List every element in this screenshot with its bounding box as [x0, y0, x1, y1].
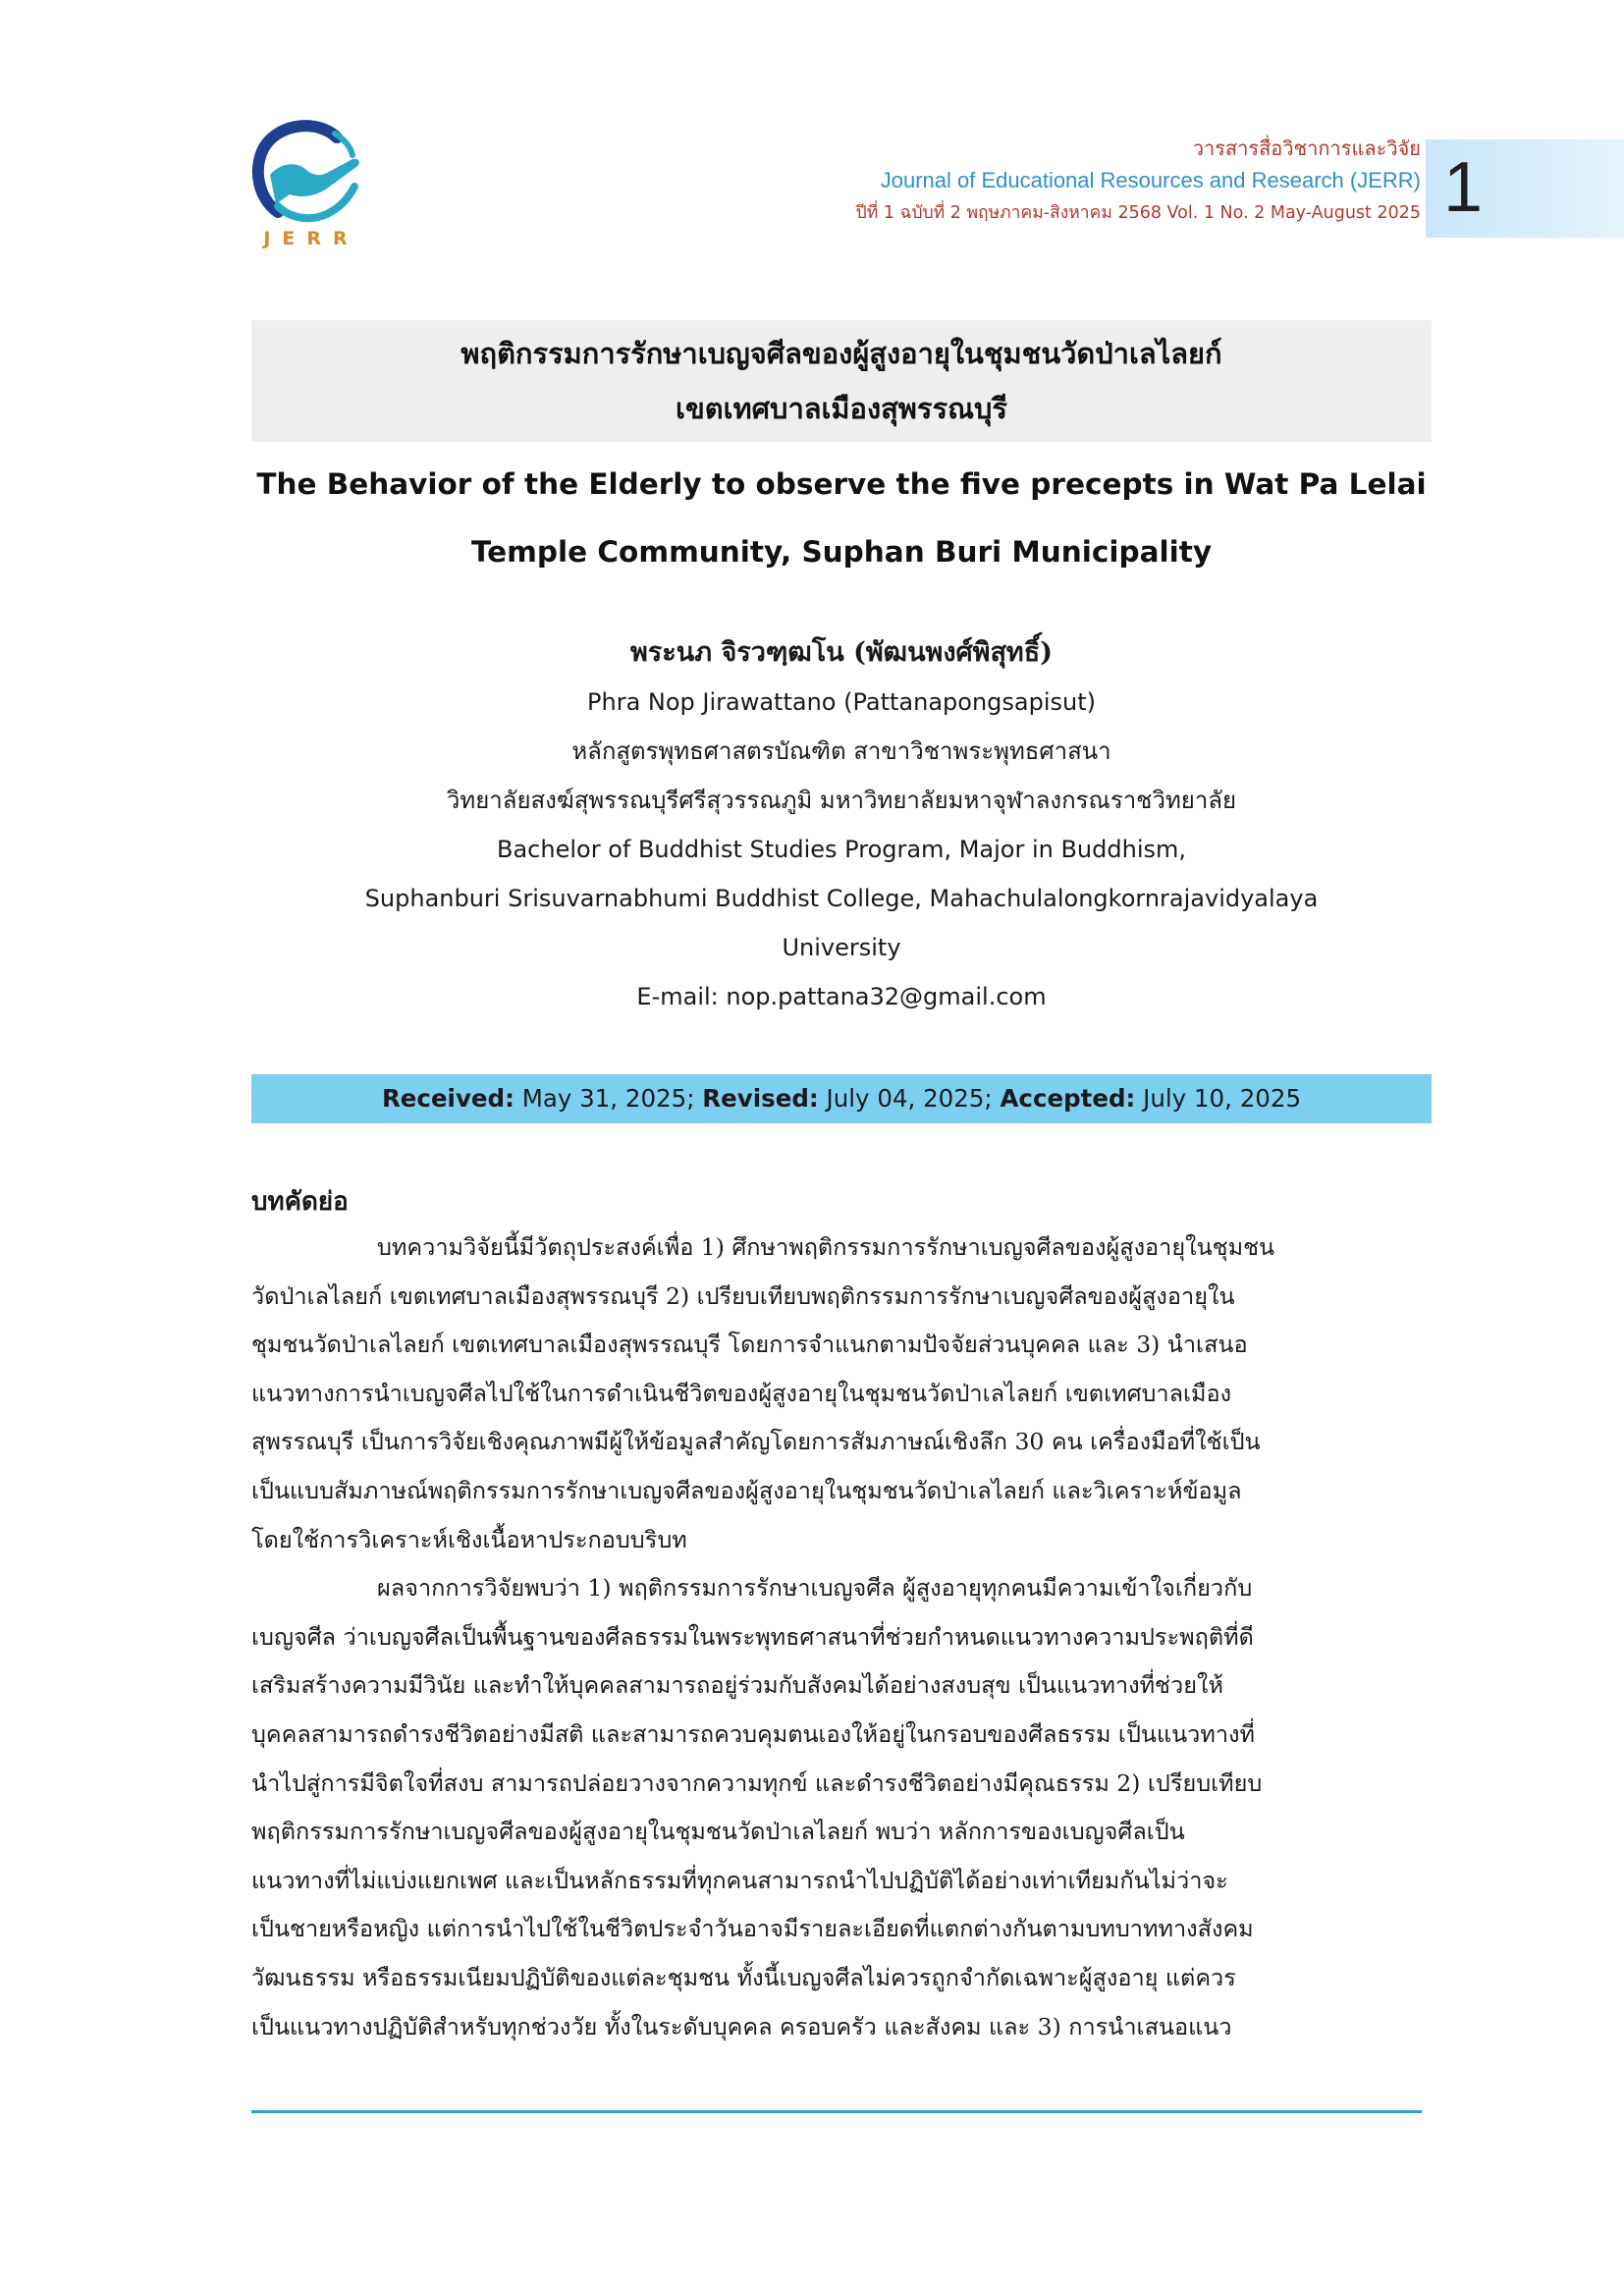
- author-college-thai: วิทยาลัยสงฆ์สุพรรณบุรีศรีสุวรรณภูมิ มหาวิทยาลัยมหาจุฬาลงกรณราชวิทยาลัย: [446, 787, 1237, 814]
- title-english: [251, 451, 1432, 586]
- abstract-line: เบญจศีล ว่าเบญจศีลเป็นพื้นฐานของศีลธรรมในพระพุทธศาสนาที่ช่วยกำหนดแนวทางความประพฤติที่ดี: [251, 1622, 1254, 1651]
- title-english-line-2: Temple Community, Suphan Buri Municipality: [470, 535, 1213, 569]
- accepted-label: Accepted:: [1000, 1084, 1136, 1113]
- abstract-line: ชุมชนวัดป่าเลไลยก์ เขตเทศบาลเมืองสุพรรณบุรี โดยการจำแนกตามปัจจัยส่วนบุคคล และ 3) นำเสนอ: [251, 1331, 1248, 1359]
- title-thai-line-1: พฤติกรรมการรักษาเบญจศีลของผู้สูงอายุในชุมชนวัดป่าเลไลยก์: [460, 337, 1222, 370]
- author-email: E-mail: nop.pattana32@gmail.com: [636, 983, 1047, 1010]
- abstract-line: ผลจากการวิจัยพบว่า 1) พฤติกรรมการรักษาเบญจศีล ผู้สูงอายุทุกคนมีความเข้าใจเกี่ยวกับ: [377, 1574, 1253, 1603]
- received-label: Received:: [381, 1084, 514, 1113]
- dates-bar: [251, 1074, 1432, 1123]
- title-english-line-1: The Behavior of the Elderly to observe the five precepts in Wat Pa Lelai: [256, 467, 1427, 501]
- journal-title-english: Journal of Educational Resources and Research (JERR): [880, 168, 1421, 192]
- title-thai-line-2: เขตเทศบาลเมืองสุพรรณบุรี: [676, 392, 1007, 425]
- title-thai: [251, 326, 1432, 436]
- abstract-line: เป็นชายหรือหญิง แต่การนำไปใช้ในชีวิตประจำวันอาจมีรายละเอียดที่แตกต่างกันตามบทบาททางสังคม: [251, 1915, 1254, 1943]
- abstract-line: สุพรรณบุรี เป็นการวิจัยเชิงคุณภาพมีผู้ให้ข้อมูลสำคัญโดยการสัมภาษณ์เชิงลึก 30 คน เครื่องมือที่ใช้เป็น: [251, 1428, 1261, 1456]
- accepted-date: July 10, 2025: [1143, 1084, 1302, 1113]
- author-program-english: Bachelor of Buddhist Studies Program, Major in Buddhism,: [497, 836, 1186, 863]
- logo-wordmark: JERR: [263, 228, 359, 249]
- abstract-line: วัดป่าเลไลยก์ เขตเทศบาลเมืองสุพรรณบุรี 2) เปรียบเทียบพฤติกรรมการรักษาเบญจศีลของผู้สูงอายุใน: [251, 1281, 1235, 1310]
- journal-issue-info: ปีที่ 1 ฉบับที่ 2 พฤษภาคม-สิงหาคม 2568 Vol. 1 No. 2 May-August 2025: [855, 203, 1421, 223]
- author-block: [251, 628, 1432, 1021]
- abstract-line: เป็นแนวทางปฏิบัติสำหรับทุกช่วงวัย ทั้งในระดับบุคคล ครอบครัว และสังคม และ 3) การนำเสนอแนว: [251, 2012, 1232, 2040]
- abstract-line: พฤติกรรมการรักษาเบญจศีลของผู้สูงอายุในชุมชนวัดป่าเลไลยก์ พบว่า หลักการของเบญจศีลเป็น: [251, 1818, 1185, 1846]
- abstract-line: วัฒนธรรม หรือธรรมเนียมปฏิบัติของแต่ละชุมชน ทั้งนี้เบญจศีลไม่ควรถูกจำกัดเฉพาะผู้สูงอายุ แต่ควร: [251, 1963, 1236, 1991]
- journal-title-thai: วารสารสื่อวิชาการและวิจัย: [1192, 136, 1421, 160]
- abstract-line: โดยใช้การวิเคราะห์เชิงเนื้อหาประกอบบริบท: [251, 1525, 687, 1553]
- abstract-line: แนวทางการนำเบญจศีลไปใช้ในการดำเนินชีวิตของผู้สูงอายุในชุมชนวัดป่าเลไลยก์ เขตเทศบาลเมือง: [251, 1379, 1232, 1407]
- abstract-body: [251, 1224, 1432, 2051]
- author-college-english-2: University: [782, 934, 901, 961]
- author-college-english-1: Suphanburi Srisuvarnabhumi Buddhist College, Mahachulalongkornrajavidyalaya: [364, 885, 1319, 912]
- revised-date: July 04, 2025;: [826, 1084, 993, 1113]
- received-date: May 31, 2025;: [521, 1084, 695, 1113]
- author-program-thai: หลักสูตรพุทธศาสตรบัณฑิต สาขาวิชาพระพุทธศาสนา: [571, 737, 1111, 765]
- footer-divider: [251, 2110, 1422, 2113]
- author-name-thai: พระนภ จิรวฑฺฒโน (พัฒนพงศ์พิสุทธิ์): [630, 637, 1053, 668]
- abstract-line: บทความวิจัยนี้มีวัตถุประสงค์เพื่อ 1) ศึกษาพฤติกรรมการรักษาเบญจศีลของผู้สูงอายุในชุมชน: [377, 1233, 1275, 1261]
- abstract-heading: บทคัดย่อ: [251, 1187, 349, 1217]
- abstract-line: เป็นแบบสัมภาษณ์พฤติกรรมการรักษาเบญจศีลของผู้สูงอายุในชุมชนวัดป่าเลไลยก์ และวิเคราะห์ข้อมูล: [251, 1476, 1242, 1504]
- page-number: 1: [1443, 148, 1484, 227]
- abstract-line: นำไปสู่การมีจิตใจที่สงบ สามารถปล่อยวางจากความทุกข์ และดำรงชีวิตอย่างมีคุณธรรม 2) เปรียบเทียบ: [251, 1768, 1263, 1797]
- abstract-line: บุคคลสามารถดำรงชีวิตอย่างมีสติ และสามารถควบคุมตนเองให้อยู่ในกรอบของศีลธรรม เป็นแนวทางที่: [251, 1719, 1256, 1748]
- journal-header: [537, 134, 1421, 228]
- revised-label: Revised:: [702, 1084, 819, 1113]
- author-name-english: Phra Nop Jirawattano (Pattanapongsapisut): [587, 688, 1096, 716]
- abstract-line: เสริมสร้างความมีวินัย และทำให้บุคคลสามารถอยู่ร่วมกับสังคมได้อย่างสงบสุข เป็นแนวทางที่ช่วยให้: [251, 1671, 1223, 1700]
- abstract-line: แนวทางที่ไม่แบ่งแยกเพศ และเป็นหลักธรรมที่ทุกคนสามารถนำไปปฏิบัติได้อย่างเท่าเทียมกันไม่ว่าจะ: [251, 1866, 1228, 1894]
